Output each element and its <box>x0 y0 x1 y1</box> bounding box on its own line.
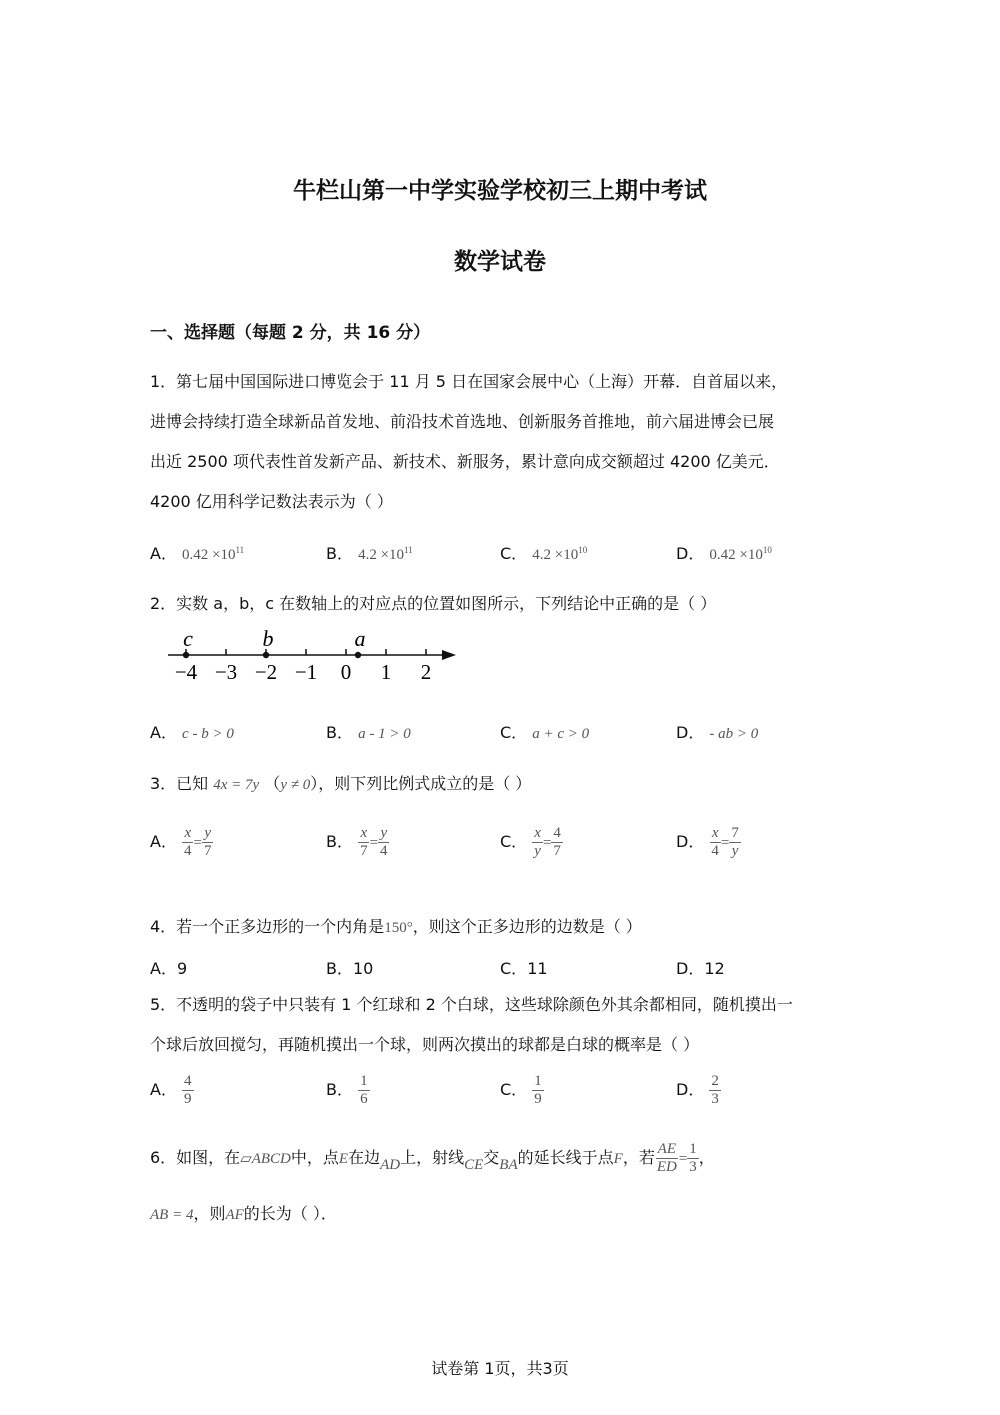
fraction: $\frac{x}{4}$ <box>711 825 719 859</box>
fraction: $\frac{y}{7}$ <box>204 825 212 859</box>
option-math: c - b > 0 <box>182 726 234 742</box>
q1-option-b <box>326 541 413 564</box>
axis-tick-label: 2 <box>420 660 432 684</box>
segment-ad: AD <box>380 1157 401 1173</box>
option-math: a - 1 > 0 <box>358 726 411 742</box>
q5-line-1: 5．不透明的袋子中只装有 1 个红球和 2 个白球，这些球除颜色外其余都相同，随机摸出一 <box>150 995 793 1014</box>
exam-title: 牛栏山第一中学实验学校初三上期中考试 <box>293 178 707 204</box>
fraction: $\frac{7}{y}$ <box>731 825 739 859</box>
page-footer: 试卷第 1页，共3页 <box>431 1359 569 1378</box>
point-f: F <box>613 1151 623 1167</box>
option-label: D． <box>676 832 705 851</box>
q4-text: 4．若一个正多边形的一个内角是150°，则这个正多边形的边数是（ ） <box>150 917 642 936</box>
option-label: D． <box>676 1080 705 1099</box>
q5-option-b <box>326 1073 370 1108</box>
q3-option-c: C． $\frac{x}{y}$ = $\frac{4}{7}$ <box>500 825 561 859</box>
ray-ce: CE <box>464 1157 484 1173</box>
option-math: - ab > 0 <box>709 726 759 742</box>
point-c <box>183 652 189 658</box>
section-heading: 一、选择题（每题 2 分，共 16 分） <box>150 323 431 343</box>
q1-line-2: 进博会持续打造全球新品首发地、前沿技术首选地、创新服务首推地，前六届进博会已展 <box>150 412 775 431</box>
q3-option-b: B． $\frac{x}{7}$ = $\frac{y}{4}$ <box>326 825 388 859</box>
axis-tick-label: −3 <box>214 660 238 684</box>
option-label: C． <box>500 832 528 851</box>
q6-line-1: 6．如图，在▱ABCD中，点E在边AD上，射线CE交BA的延长线于点F，若 $\frac{AE}{ED}$ = $\frac{1}{3}$ ， <box>150 1141 715 1175</box>
fraction: $\frac{x}{7}$ <box>360 825 368 859</box>
fraction: $\frac{2}{3}$ <box>711 1073 719 1107</box>
q4-option-b: B．10 <box>326 959 374 978</box>
q2-text: 2．实数 a，b，c 在数轴上的对应点的位置如图所示，下列结论中正确的是（ ） <box>150 594 717 613</box>
option-math: $4.2 \times 10^{11}$ <box>358 545 413 563</box>
axis-tick-label: 0 <box>340 660 352 684</box>
q2-option-d <box>676 720 758 743</box>
option-label: D． <box>676 723 705 742</box>
q3-condition: 4x = 7y <box>213 777 260 793</box>
option-label: C． <box>500 723 528 742</box>
option-label: B． <box>326 1080 353 1099</box>
q2-option-b <box>326 720 411 743</box>
option-label: B． <box>326 832 353 851</box>
q6-line-2: AB = 4，则AF的长为（ ）． <box>150 1204 337 1223</box>
q3-option-d: D． $\frac{x}{4}$ = $\frac{7}{y}$ <box>676 825 739 859</box>
point-label-a: a <box>354 626 366 651</box>
q1-option-d <box>676 541 772 564</box>
option-math: $0.42 \times 10^{10}$ <box>709 545 772 563</box>
fraction: $\frac{x}{y}$ <box>534 825 541 859</box>
option-label: C． <box>500 1080 528 1099</box>
fraction: $\frac{y}{4}$ <box>380 825 388 859</box>
option-label: A． <box>150 544 177 563</box>
q5-option-d <box>676 1073 721 1108</box>
axis-tick-label: 1 <box>380 660 392 684</box>
option-label: A． <box>150 832 177 851</box>
fraction: $\frac{1}{9}$ <box>534 1073 542 1107</box>
number-line-figure <box>160 625 470 687</box>
fraction: $\frac{4}{9}$ <box>184 1073 192 1107</box>
option-math: $0.42 \times 10^{11}$ <box>182 545 245 563</box>
option-label: B． <box>326 544 353 563</box>
point-e: E <box>338 1151 349 1167</box>
fraction: $\frac{4}{7}$ <box>553 825 561 859</box>
q4-option-c: C．11 <box>500 959 548 978</box>
option-math: a + c > 0 <box>532 726 590 742</box>
option-label: B． <box>326 723 353 742</box>
ab-length: AB = 4 <box>150 1207 194 1223</box>
q5-option-c <box>500 1073 544 1108</box>
axis-arrow <box>442 650 456 660</box>
point-b <box>263 652 269 658</box>
option-label: C． <box>500 544 528 563</box>
q1-line-1: 1．第七届中国国际进口博览会于 11 月 5 日在国家会展中心（上海）开幕．自首届以来， <box>150 372 788 391</box>
segment-ba: BA <box>499 1157 518 1173</box>
axis-tick-label: −4 <box>174 660 198 684</box>
q1-line-4: 4200 亿用科学记数法表示为（ ） <box>150 492 393 511</box>
q3-condition-nonzero: y ≠ 0 <box>280 777 311 793</box>
point-a <box>355 652 361 658</box>
option-label: D． <box>676 544 705 563</box>
point-label-b: b <box>262 626 274 651</box>
axis-tick-label: −2 <box>254 660 278 684</box>
segment-af: AF <box>225 1207 244 1223</box>
option-label: A． <box>150 1080 177 1099</box>
ratio-value: $\frac{1}{3}$ <box>689 1141 697 1175</box>
parallelogram-abcd: ▱ABCD <box>240 1151 291 1167</box>
axis-tick-label: −1 <box>294 660 318 684</box>
q5-option-a <box>150 1073 194 1108</box>
q1-option-c <box>500 541 587 564</box>
q2-option-a <box>150 720 234 743</box>
q2-option-c <box>500 720 589 743</box>
exam-subtitle: 数学试卷 <box>454 249 546 275</box>
q1-option-a <box>150 541 244 564</box>
q4-angle: 150° <box>384 920 413 936</box>
point-label-c: c <box>183 626 193 651</box>
q5-line-2: 个球后放回搅匀，再随机摸出一个球，则两次摸出的球都是白球的概率是（ ） <box>150 1035 700 1054</box>
q3-text: 3．已知 4x = 7y （y ≠ 0），则下列比例式成立的是（ ） <box>150 774 532 793</box>
q4-option-a: A．9 <box>150 959 188 978</box>
q3-option-a: A． $\frac{x}{4}$ = $\frac{y}{7}$ <box>150 825 212 859</box>
fraction: $\frac{1}{6}$ <box>360 1073 368 1107</box>
q1-line-3: 出近 2500 项代表性首发新产品、新技术、新服务，累计意向成交额超过 4200 亿美元． <box>150 452 780 471</box>
option-label: A． <box>150 723 177 742</box>
fraction: $\frac{x}{4}$ <box>184 825 192 859</box>
q4-option-d: D．12 <box>676 959 725 978</box>
ratio-ae-ed: $\frac{AE}{ED}$ <box>656 1141 677 1175</box>
option-math: $4.2 \times 10^{10}$ <box>532 545 588 563</box>
